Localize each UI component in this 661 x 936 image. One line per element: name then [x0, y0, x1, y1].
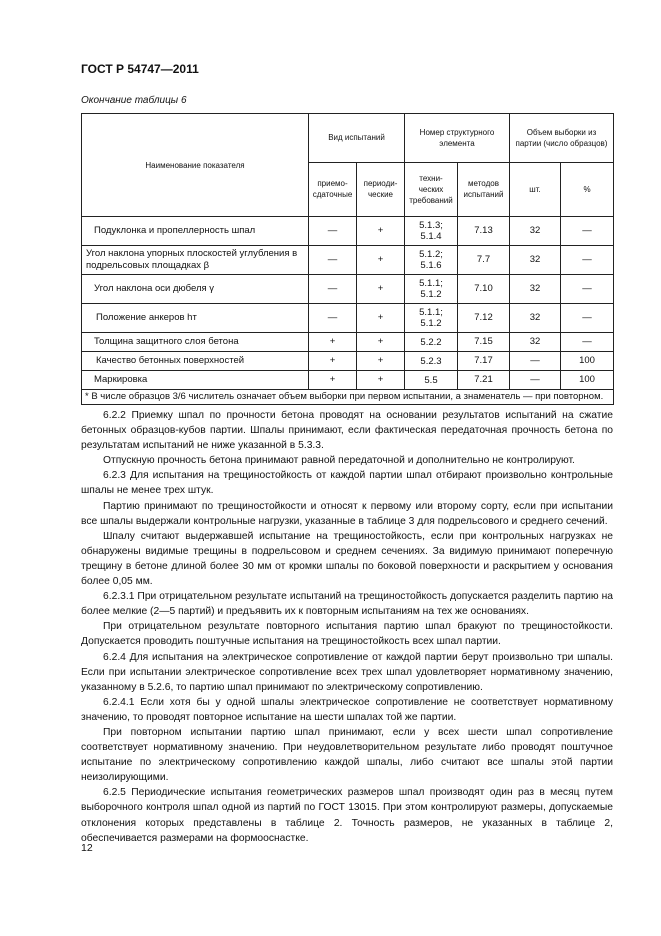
- paragraph: При отрицательном результате повторного испытания партию шпал бракуют по трещиностойкости. Допускается проводить поштучные испытания на трещиностойкость всех шпал партии.: [81, 621, 613, 648]
- row-pct: —: [561, 246, 614, 275]
- row-name: Положение анкеров hт: [82, 304, 309, 333]
- paragraph: Отпускную прочность бетона принимают равной передаточной и дополнительно не контролируют.: [103, 455, 575, 467]
- row-tech-req: 5.5: [405, 371, 458, 390]
- row-acceptance: —: [309, 304, 357, 333]
- header-test-methods: методов испытаний: [458, 162, 510, 216]
- row-periodic: +: [357, 352, 405, 371]
- row-pct: —: [561, 333, 614, 352]
- row-periodic: +: [357, 333, 405, 352]
- document-header: ГОСТ Р 54747—2011: [81, 62, 199, 76]
- row-name: Толщина защитного слоя бетона: [82, 333, 309, 352]
- row-pct: 100: [561, 352, 614, 371]
- row-acceptance: —: [309, 217, 357, 246]
- row-test-method: 7.17: [458, 352, 510, 371]
- row-acceptance: +: [309, 371, 357, 390]
- row-pcs: —: [510, 352, 561, 371]
- row-test-method: 7.21: [458, 371, 510, 390]
- table-body: [82, 217, 614, 390]
- row-periodic: +: [357, 371, 405, 390]
- table-header-row: [82, 114, 614, 163]
- paragraph: 6.2.3.1 При отрицательном результате испытаний на трещиностойкость допускается разделить партию на более мелкие (2—5 партий) и предъявить их к повторным испытаниям на тех же основаниях.: [81, 591, 613, 618]
- table-row: [82, 371, 614, 390]
- table-row: [82, 304, 614, 333]
- paragraph: 6.2.5 Периодические испытания геометрических размеров шпал производят один раз в месяц путем выборочного контроля шпал одной из партий по ГОСТ 13015. При этом контролируют размеры, допускаемые отклонения которых представлены в таблице 2. Точность размеров, не указанных в таблице 2, обеспечивается размерами на формооснастке.: [81, 787, 613, 844]
- row-periodic: +: [357, 275, 405, 304]
- table-footnote-row: [82, 390, 614, 405]
- header-periodic: периоди-ческие: [357, 162, 405, 216]
- row-test-method: 7.10: [458, 275, 510, 304]
- row-pct: —: [561, 217, 614, 246]
- header-acceptance: приемо-сдаточные: [309, 162, 357, 216]
- paragraph: Партию принимают по трещиностойкости и относят к первому или второму сорту, если при испытании все шпалы выдержали контрольные нагрузки, указанные в таблице 3 для подрельсового и среднего сечений.: [81, 500, 613, 527]
- row-name: Угол наклона оси дюбеля γ: [82, 275, 309, 304]
- row-pcs: 32: [510, 333, 561, 352]
- row-pct: 100: [561, 371, 614, 390]
- row-name: Маркировка: [82, 371, 309, 390]
- row-test-method: 7.12: [458, 304, 510, 333]
- table-row: [82, 217, 614, 246]
- row-acceptance: +: [309, 352, 357, 371]
- row-periodic: +: [357, 217, 405, 246]
- paragraph: 6.2.4.1 Если хотя бы у одной шпалы электрическое сопротивление не соответствует нормативному значению, то проводят повторное испытание на шести шпалах той же партии.: [81, 696, 613, 723]
- row-tech-req: 5.2.2: [405, 333, 458, 352]
- paragraph: 6.2.2 Приемку шпал по прочности бетона проводят на основании результатов испытаний на сжатие бетонных образцов-кубов партии. Шпалы принимают, если фактическая передаточная прочность бетона по результатам испытаний не ниже указанной в 5.3.3.: [81, 410, 613, 452]
- page-number: 12: [81, 842, 93, 854]
- header-struct-element: Номер структурного элемента: [405, 114, 510, 163]
- row-acceptance: —: [309, 275, 357, 304]
- table-row: [82, 333, 614, 352]
- row-tech-req: 5.1.3; 5.1.4: [405, 217, 458, 246]
- paragraph: При повторном испытании партию шпал принимают, если у всех шести шпал сопротивление соответствует нормативному значению. При неудовлетворительном результате либо проводят поштучное испытание по электрическому сопротивлению каждой шпалы, либо считают все шпалы этой партии неизолирующими.: [81, 726, 613, 784]
- paragraph: 6.2.4 Для испытания на электрическое сопротивление от каждой партии берут произвольно три шпалы. Если при испытании электрическое сопротивление всех трех шпал удовлетворяет нормативному значению, указанному в 5.2.6, то партию шпал принимают по электрическому сопротивлению.: [81, 651, 613, 693]
- header-tech-req: техни-ческих требований: [405, 162, 458, 216]
- row-pcs: 32: [510, 275, 561, 304]
- table-row: [82, 275, 614, 304]
- row-acceptance: +: [309, 333, 357, 352]
- row-periodic: +: [357, 246, 405, 275]
- row-pcs: —: [510, 371, 561, 390]
- row-tech-req: 5.1.1; 5.1.2: [405, 275, 458, 304]
- table-6: [81, 113, 614, 405]
- header-pcs: шт.: [510, 162, 561, 216]
- row-tech-req: 5.1.1; 5.1.2: [405, 304, 458, 333]
- row-pcs: 32: [510, 217, 561, 246]
- row-tech-req: 5.2.3: [405, 352, 458, 371]
- paragraph: Шпалу считают выдержавшей испытание на трещиностойкость, если при контрольных нагрузках не обнаружены видимые трещины в подрельсовом и среднем сечениях. За видимую принимают поперечную трещину в бетоне длиной более 30 мм от кромки шпалы по боковой поверхности и раскрытием у основания более 0,05 мм.: [81, 530, 613, 588]
- header-pct: %: [561, 162, 614, 216]
- table-row: [82, 352, 614, 371]
- row-test-method: 7.13: [458, 217, 510, 246]
- header-test-type: Вид испытаний: [309, 114, 405, 163]
- row-pct: —: [561, 304, 614, 333]
- header-indicator-name: Наименование показателя: [82, 114, 309, 217]
- row-pcs: 32: [510, 246, 561, 275]
- row-name: Подуклонка и пропеллерность шпал: [82, 217, 309, 246]
- row-tech-req: 5.1.2; 5.1.6: [405, 246, 458, 275]
- row-pct: —: [561, 275, 614, 304]
- row-periodic: +: [357, 304, 405, 333]
- table-footnote: * В числе образцов 3/6 числитель означает объем выборки при первом испытании, а знаменатель — при повторном.: [82, 390, 614, 405]
- table-caption: Окончание таблицы 6: [81, 95, 187, 106]
- row-pcs: 32: [510, 304, 561, 333]
- row-test-method: 7.15: [458, 333, 510, 352]
- paragraph: 6.2.3 Для испытания на трещиностойкость от каждой партии шпал отбирают произвольно контрольные шпалы не менее трех штук.: [81, 470, 613, 497]
- header-sample-size: Объем выборки из партии (число образцов): [510, 114, 614, 163]
- row-test-method: 7.7: [458, 246, 510, 275]
- row-name: Угол наклона упорных плоскостей углубления в подрельсовых площадках β: [82, 246, 309, 275]
- row-acceptance: —: [309, 246, 357, 275]
- table-row: [82, 246, 614, 275]
- row-name: Качество бетонных поверхностей: [82, 352, 309, 371]
- body-text: [81, 408, 613, 846]
